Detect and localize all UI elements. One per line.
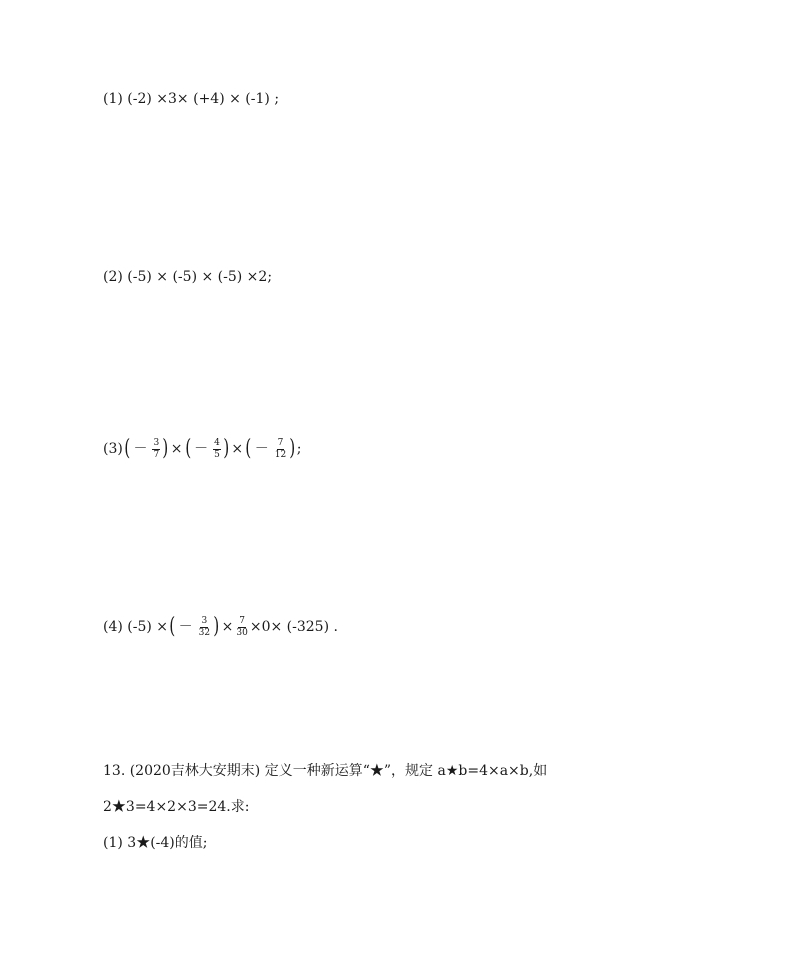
fraction — [213, 439, 221, 460]
problem-1-text: (1) (-2) ×3× (+4) × (-1) ; — [103, 91, 280, 107]
fraction-denominator: 7 — [153, 449, 160, 460]
fraction-denominator: 5 — [214, 449, 220, 460]
problem-1 — [103, 92, 279, 106]
question-13-statement: 13. (2020吉林大安期末) 定义一种新运算“★”，规定 a★b=4×a×b,如 — [103, 763, 548, 779]
right-paren: ) — [289, 436, 296, 461]
fraction — [274, 439, 287, 460]
question-13-part-1-text: (1) 3★(-4)的值; — [103, 835, 208, 851]
question-13-line-1 — [103, 764, 547, 778]
left-paren: ( — [169, 614, 176, 639]
fraction — [152, 439, 160, 460]
problem-3-end: ; — [296, 441, 302, 457]
right-paren: ) — [223, 436, 230, 461]
minus-sign: － — [254, 441, 269, 457]
right-paren: ) — [162, 436, 169, 461]
question-13-part-1 — [103, 836, 207, 850]
question-13-example: 2★3=4×2×3=24.求: — [103, 799, 250, 815]
problem-3 — [103, 438, 302, 460]
left-paren: ( — [245, 436, 252, 461]
fraction — [198, 617, 211, 638]
fraction-denominator: 12 — [274, 449, 287, 460]
fraction-numerator: 4 — [214, 437, 220, 448]
problem-4-prefix: (4) (-5) × — [103, 619, 169, 635]
fraction-denominator: 32 — [198, 627, 211, 638]
minus-sign: － — [178, 619, 193, 635]
minus-sign: － — [133, 441, 148, 457]
fraction — [235, 617, 248, 638]
times-sign: × — [231, 441, 244, 457]
problem-4 — [103, 616, 338, 638]
fraction-numerator: 3 — [201, 615, 208, 626]
fraction-numerator: 7 — [239, 615, 245, 626]
right-paren: ) — [213, 614, 220, 639]
left-paren: ( — [124, 436, 131, 461]
problem-2-text: (2) (-5) × (-5) × (-5) ×2; — [103, 269, 273, 285]
fraction-numerator: 7 — [277, 437, 284, 448]
fraction-numerator: 3 — [153, 437, 160, 448]
times-sign: × — [170, 441, 183, 457]
fraction-denominator: 30 — [236, 627, 248, 638]
times-sign: × — [221, 619, 234, 635]
problem-2 — [103, 270, 272, 284]
minus-sign: － — [194, 441, 209, 457]
problem-3-label: (3) — [103, 441, 123, 457]
question-13-line-2 — [103, 800, 249, 814]
problem-4-suffix: ×0× (-325) . — [249, 619, 338, 635]
left-paren: ( — [184, 436, 191, 461]
